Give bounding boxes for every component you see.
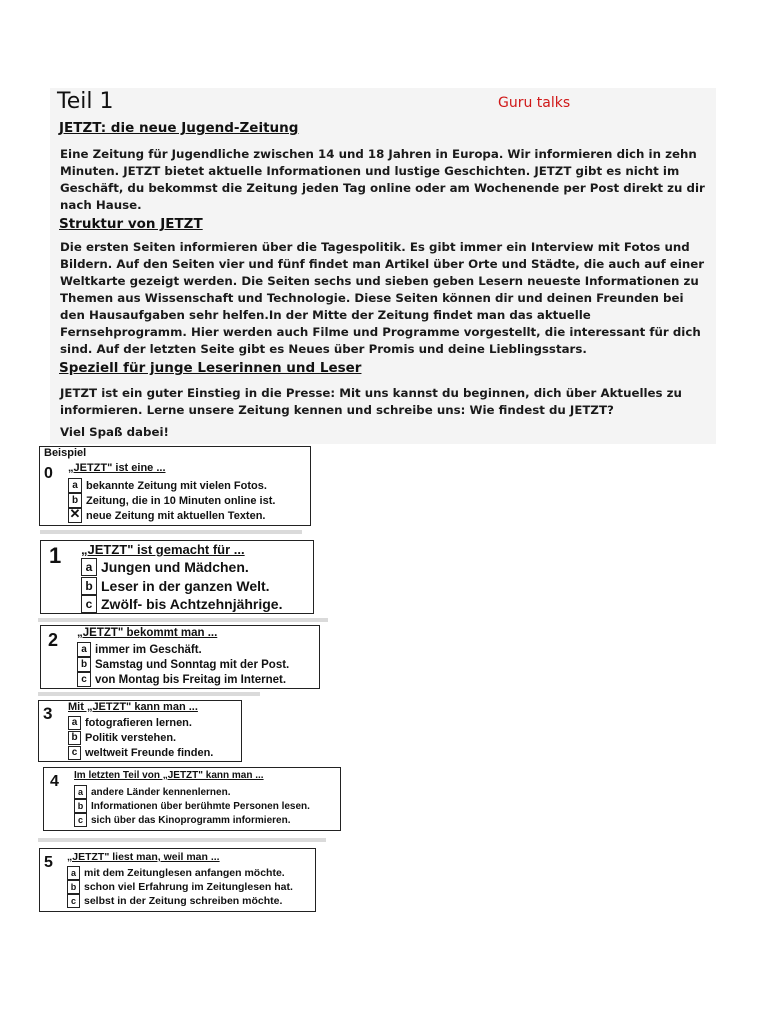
readers-text: JETZT ist ein guter Einstieg in die Presse: Mit uns kannst du beginnen, dich über Aktuelles zu informieren. Lerne unsere Zeitung kennen und schreibe uns: Wie findest du JETZT?: [60, 386, 682, 417]
option-letter-box[interactable]: a: [68, 478, 82, 493]
option-letter-box[interactable]: b: [77, 657, 91, 672]
option-text: mit dem Zeitunglesen anfangen möchte.: [84, 867, 285, 879]
option-letter-box[interactable]: b: [68, 493, 82, 508]
question-number: 5: [44, 854, 53, 871]
question-number: 1: [49, 543, 62, 568]
question-box-2: [40, 625, 320, 689]
option-b: [77, 657, 289, 672]
article-intro: Eine Zeitung für Jugendliche zwischen 14 und 18 Jahren in Europa. Wir informieren dich in zehn Minuten. JETZT bietet aktuelle Informationen und lustige Geschichten. JETZT gibt es nicht im Geschäft, du bekommst die Zeitung jeden Tag online oder am Wochenende per Post direkt zu dir nach Hause.: [60, 147, 705, 212]
option-text: Zeitung, die in 10 Minuten online ist.: [86, 494, 276, 507]
option-text: Leser in der ganzen Welt.: [101, 578, 270, 594]
option-c: [67, 894, 282, 908]
scan-artifact: [38, 692, 260, 696]
closing-text: Viel Spaß dabei!: [60, 425, 169, 439]
question-text: „JETZT" liest man, weil man ...: [67, 851, 220, 863]
option-text: schon viel Erfahrung im Zeitunglesen hat.: [84, 881, 293, 893]
question-text: „JETZT" bekommt man ...: [77, 627, 218, 639]
option-text: selbst in der Zeitung schreiben möchte.: [84, 895, 283, 907]
example-option-b: [68, 493, 275, 508]
option-a: [67, 866, 285, 880]
option-text: immer im Geschäft.: [95, 643, 202, 656]
question-number: 3: [43, 704, 53, 723]
scan-artifact: [38, 838, 326, 842]
option-text: Zwölf- bis Achtzehnjährige.: [101, 596, 283, 612]
option-letter-box[interactable]: b: [74, 799, 87, 813]
option-letter-box[interactable]: b: [67, 880, 80, 894]
option-text: Politik verstehen.: [85, 732, 177, 744]
option-text: Jungen und Mädchen.: [101, 559, 249, 575]
option-letter-box[interactable]: b: [68, 731, 81, 745]
option-a: [68, 716, 192, 730]
question-number: 2: [48, 630, 59, 650]
option-letter-box[interactable]: b: [81, 577, 97, 595]
option-b: [67, 880, 293, 894]
option-text: Informationen über berühmte Personen lesen.: [91, 800, 310, 812]
option-letter-box[interactable]: a: [74, 785, 87, 799]
option-letter-box[interactable]: c: [77, 672, 91, 687]
option-c: [74, 813, 290, 827]
example-option-c: [68, 508, 266, 523]
option-letter-box[interactable]: c: [81, 595, 97, 613]
option-letter-box[interactable]: a: [77, 642, 91, 657]
option-text: weltweit Freunde finden.: [85, 747, 214, 759]
scan-artifact: [38, 618, 328, 622]
page-title: Teil 1: [57, 89, 114, 114]
option-letter-box[interactable]: c: [67, 894, 80, 908]
option-c: [81, 595, 283, 613]
option-a: [81, 558, 249, 576]
option-b: [68, 731, 176, 745]
option-letter-box[interactable]: a: [81, 558, 97, 576]
example-label: Beispiel: [44, 447, 87, 459]
question-text: Im letzten Teil von „JETZT" kann man ...: [74, 770, 264, 781]
option-text: fotografieren lernen.: [85, 717, 192, 729]
option-text: neue Zeitung mit aktuellen Texten.: [86, 509, 266, 522]
question-number: 4: [50, 773, 59, 790]
option-text: bekannte Zeitung mit vielen Fotos.: [86, 479, 267, 492]
option-b: [74, 799, 310, 813]
option-text: von Montag bis Freitag im Internet.: [95, 673, 287, 686]
option-a: [74, 785, 231, 799]
article-heading: JETZT: die neue Jugend-Zeitung: [59, 120, 299, 136]
example-question: „JETZT" ist eine ...: [68, 462, 166, 474]
example-option-a: [68, 478, 267, 493]
option-c: [77, 672, 286, 687]
example-box: [39, 446, 311, 526]
option-letter-box[interactable]: a: [67, 866, 80, 880]
structure-text: Die ersten Seiten informieren über die Tagespolitik. Es gibt immer ein Interview mit Fotos und Bildern. Auf den Seiten vier und fünf findet man Artikel über Orte und Städte, die auch auf einer Weltkarte gezeigt werden. Die Seiten sechs und sieben geben Lesern neueste Informationen zu Themen aus Wissenschaft und Technologie. Diese Seiten können dir und deinen Freunden bei den Hausaufgaben sehr helfen.In der Mitte der Zeitung findet man das aktuelle Fernsehprogramm. Hier werden auch Filme und Programme vorgestellt, die interessant für dich sind. Auf der letzten Seite gibt es Neues über Promis und deine Lieblingsstars.: [60, 240, 705, 356]
option-a: [77, 642, 202, 657]
question-text: Mit „JETZT" kann man ...: [68, 701, 198, 713]
option-text: andere Länder kennenlernen.: [91, 786, 231, 798]
readers-heading: Speziell für junge Leserinnen und Leser: [59, 360, 362, 376]
brand-watermark: Guru talks: [498, 95, 571, 111]
example-number: 0: [44, 465, 53, 482]
option-b: [81, 577, 270, 595]
scan-artifact: [40, 530, 302, 534]
option-letter-box[interactable]: c: [68, 746, 81, 760]
question-box-5: [39, 848, 316, 912]
question-box-4: [43, 767, 341, 831]
question-text: „JETZT" ist gemacht für ...: [81, 542, 245, 557]
option-letter-box[interactable]: c: [74, 813, 87, 827]
option-c: [68, 746, 213, 760]
question-box-1: [40, 540, 314, 614]
option-letter-box[interactable]: a: [68, 716, 81, 730]
option-text: Samstag und Sonntag mit der Post.: [95, 658, 290, 671]
structure-heading: Struktur von JETZT: [59, 216, 203, 232]
option-text: sich über das Kinoprogramm informieren.: [91, 814, 291, 826]
question-box-3: [38, 700, 242, 762]
checked-cross-icon[interactable]: [68, 508, 82, 523]
